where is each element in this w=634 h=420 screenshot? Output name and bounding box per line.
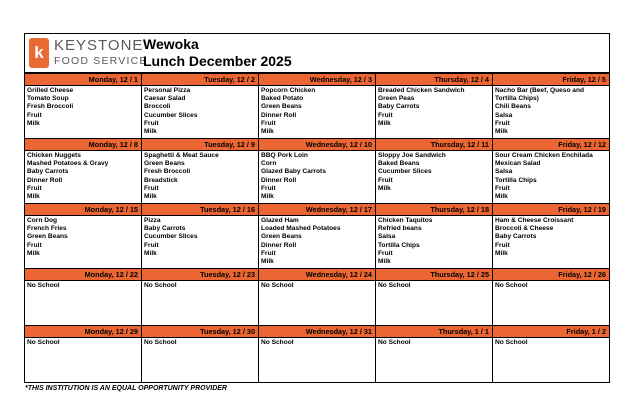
menu-item: Milk	[261, 128, 274, 136]
menu-item: Sour Cream Chicken Enchilada	[495, 152, 593, 159]
day-date-header: Thursday, 12 / 4	[376, 74, 492, 86]
day-date-header: Monday, 12 / 1	[25, 74, 141, 86]
menu-item: Baby Carrots	[378, 103, 420, 111]
menu-item: Green Beans	[261, 103, 302, 111]
menu-item: No School	[495, 339, 528, 346]
week-row	[25, 204, 610, 269]
menu-item: Milk	[378, 119, 391, 127]
menu-item: Sloppy Joe Sandwich	[378, 152, 446, 159]
menu-item: French Fries	[27, 225, 67, 233]
menu-item: Milk	[495, 193, 508, 201]
day-cell	[493, 204, 610, 269]
menu-item: Dinner Roll	[261, 111, 297, 119]
week-row	[25, 326, 610, 383]
day-menu	[493, 151, 609, 203]
day-cell	[376, 139, 493, 204]
day-menu	[259, 86, 375, 138]
footer-note: *THIS INSTITUTION IS AN EQUAL OPPORTUNITY PROVIDER	[25, 385, 227, 392]
menu-item: Fruit	[495, 184, 510, 192]
menu-item: Fruit	[495, 241, 510, 249]
day-cell	[493, 74, 610, 139]
day-menu	[142, 338, 258, 382]
menu-item: Pizza	[144, 217, 161, 224]
day-cell	[376, 326, 493, 383]
day-menu	[142, 281, 258, 325]
menu-item: Corn	[261, 160, 277, 168]
day-date-header: Monday, 12 / 29	[25, 326, 141, 338]
day-menu	[376, 86, 492, 138]
day-cell	[493, 326, 610, 383]
day-date-header: Tuesday, 12 / 16	[142, 204, 258, 216]
day-date-header: Wednesday, 12 / 24	[259, 269, 375, 281]
week-row	[25, 74, 610, 139]
menu-item: Cucumber Slices	[144, 233, 198, 241]
menu-item: No School	[144, 339, 177, 346]
day-date-header: Thursday, 12 / 25	[376, 269, 492, 281]
day-cell	[142, 139, 259, 204]
day-menu	[25, 338, 141, 382]
day-cell	[259, 74, 376, 139]
menu-item: Corn Dog	[27, 217, 58, 224]
day-menu	[493, 216, 609, 268]
menu-item: Dinner Roll	[261, 176, 297, 184]
week-row	[25, 269, 610, 326]
menu-item: Milk	[144, 128, 157, 136]
menu-item: Milk	[378, 184, 391, 192]
day-date-header: Monday, 12 / 8	[25, 139, 141, 151]
menu-item: Baked Beans	[378, 160, 420, 168]
menu-item: No School	[261, 282, 294, 289]
menu-item: Fresh Broccoli	[144, 168, 191, 176]
day-menu	[493, 281, 609, 325]
day-date-header: Wednesday, 12 / 31	[259, 326, 375, 338]
menu-item: Refried beans	[378, 225, 422, 233]
day-menu	[25, 216, 141, 268]
logo-subtitle: FOOD SERVICE	[54, 55, 148, 67]
menu-item: Fresh Broccoli	[27, 103, 74, 111]
day-menu	[259, 281, 375, 325]
menu-item: Tortilla Chips	[378, 241, 420, 249]
menu-item: Tortilla Chips)	[495, 95, 539, 103]
menu-item: Milk	[495, 249, 508, 257]
menu-item: Chili Beans	[495, 103, 531, 111]
day-menu	[493, 338, 609, 382]
menu-item: Fruit	[378, 249, 393, 257]
day-menu	[376, 338, 492, 382]
menu-item: Green Peas	[378, 95, 415, 103]
menu-item: Milk	[495, 128, 508, 136]
menu-item: Dinner Roll	[261, 241, 297, 249]
day-menu	[259, 216, 375, 268]
day-date-header: Tuesday, 12 / 2	[142, 74, 258, 86]
menu-item: Loaded Mashed Potatoes	[261, 225, 341, 233]
menu-item: Cucumber Slices	[378, 168, 432, 176]
day-menu	[25, 281, 141, 325]
menu-item: Spaghetti & Meat Sauce	[144, 152, 219, 159]
menu-item: Milk	[144, 193, 157, 201]
menu-item: Milk	[27, 193, 40, 201]
day-cell	[25, 269, 142, 326]
menu-item: Mashed Potatoes & Gravy	[27, 160, 109, 168]
menu-item: Breaded Chicken Sandwich	[378, 87, 465, 94]
menu-item: Nacho Bar (Beef, Queso and	[495, 87, 585, 94]
day-date-header: Tuesday, 12 / 9	[142, 139, 258, 151]
menu-item: No School	[27, 282, 60, 289]
day-menu	[142, 86, 258, 138]
menu-item: Fruit	[27, 184, 42, 192]
calendar-grid	[24, 72, 610, 383]
menu-item: Fruit	[261, 184, 276, 192]
day-cell	[25, 326, 142, 383]
day-menu	[25, 86, 141, 138]
week-row	[25, 139, 610, 204]
menu-item: Milk	[144, 249, 157, 257]
menu-item: Green Beans	[144, 160, 185, 168]
day-date-header: Thursday, 12 / 18	[376, 204, 492, 216]
menu-item: Cucumber Slices	[144, 111, 198, 119]
school-name: Wewoka	[143, 36, 199, 52]
menu-item: Broccoli	[144, 103, 171, 111]
day-date-header: Tuesday, 12 / 30	[142, 326, 258, 338]
menu-item: Green Beans	[27, 233, 68, 241]
day-cell	[142, 204, 259, 269]
day-cell	[25, 204, 142, 269]
day-date-header: Friday, 1 / 2	[493, 326, 609, 338]
menu-item: No School	[261, 339, 294, 346]
day-menu	[142, 151, 258, 203]
day-date-header: Monday, 12 / 22	[25, 269, 141, 281]
menu-item: Popcorn Chicken	[261, 87, 316, 94]
day-cell	[259, 204, 376, 269]
day-cell	[376, 204, 493, 269]
day-menu	[25, 151, 141, 203]
day-date-header: Wednesday, 12 / 10	[259, 139, 375, 151]
menu-item: Salsa	[378, 233, 396, 241]
day-cell	[25, 139, 142, 204]
menu-title: Lunch December 2025	[143, 53, 292, 69]
day-cell	[142, 326, 259, 383]
day-cell	[493, 269, 610, 326]
menu-item: No School	[495, 282, 528, 289]
day-cell	[25, 74, 142, 139]
menu-item: Caesar Salad	[144, 95, 186, 103]
menu-item: Fruit	[261, 119, 276, 127]
menu-item: Tomato Soup	[27, 95, 69, 103]
day-cell	[493, 139, 610, 204]
menu-item: Milk	[27, 249, 40, 257]
title-block	[143, 36, 292, 70]
menu-item: Salsa	[495, 111, 513, 119]
day-cell	[376, 269, 493, 326]
day-cell	[259, 326, 376, 383]
menu-item: Milk	[261, 193, 274, 201]
menu-item: Fruit	[378, 111, 393, 119]
day-menu	[376, 281, 492, 325]
day-date-header: Friday, 12 / 19	[493, 204, 609, 216]
menu-item: Mexican Salad	[495, 160, 541, 168]
day-cell	[142, 74, 259, 139]
day-date-header: Friday, 12 / 26	[493, 269, 609, 281]
menu-item: Broccoli & Cheese	[495, 225, 554, 233]
logo-mark-icon: k	[29, 38, 49, 68]
day-cell	[259, 269, 376, 326]
day-cell	[259, 139, 376, 204]
day-menu	[259, 338, 375, 382]
menu-item: No School	[378, 282, 411, 289]
day-date-header: Wednesday, 12 / 17	[259, 204, 375, 216]
day-date-header: Friday, 12 / 12	[493, 139, 609, 151]
keystone-logo	[29, 36, 155, 70]
day-menu	[142, 216, 258, 268]
menu-item: Baby Carrots	[495, 233, 537, 241]
day-date-header: Thursday, 1 / 1	[376, 326, 492, 338]
menu-item: Ham & Cheese Croissant	[495, 217, 574, 224]
menu-item: Milk	[378, 258, 391, 266]
day-date-header: Monday, 12 / 15	[25, 204, 141, 216]
menu-item: Milk	[261, 258, 274, 266]
menu-item: Dinner Roll	[27, 176, 63, 184]
menu-item: Fruit	[27, 111, 42, 119]
day-cell	[142, 269, 259, 326]
menu-item: Fruit	[261, 249, 276, 257]
day-menu	[376, 216, 492, 268]
menu-item: Fruit	[27, 241, 42, 249]
menu-item: No School	[378, 339, 411, 346]
day-date-header: Wednesday, 12 / 3	[259, 74, 375, 86]
menu-item: Green Beans	[261, 233, 302, 241]
menu-item: Salsa	[495, 168, 513, 176]
menu-item: Tortilla Chips	[495, 176, 537, 184]
menu-item: Fruit	[495, 119, 510, 127]
menu-item: No School	[144, 282, 177, 289]
menu-item: Glazed Ham	[261, 217, 299, 224]
menu-item: Fruit	[144, 241, 159, 249]
day-menu	[259, 151, 375, 203]
day-menu	[493, 86, 609, 138]
menu-item: BBQ Pork Loin	[261, 152, 308, 159]
day-date-header: Tuesday, 12 / 23	[142, 269, 258, 281]
day-menu	[376, 151, 492, 203]
menu-item: Personal Pizza	[144, 87, 191, 94]
menu-item: Baked Potato	[261, 95, 304, 103]
menu-item: Baby Carrots	[27, 168, 69, 176]
logo-name: KEYSTONE	[54, 37, 144, 54]
day-cell	[376, 74, 493, 139]
menu-item: Breadstick	[144, 176, 178, 184]
day-date-header: Thursday, 12 / 11	[376, 139, 492, 151]
menu-item: No School	[27, 339, 60, 346]
menu-item: Milk	[27, 119, 40, 127]
menu-item: Fruit	[378, 176, 393, 184]
menu-item: Fruit	[144, 184, 159, 192]
menu-item: Grilled Cheese	[27, 87, 74, 94]
menu-item: Glazed Baby Carrots	[261, 168, 326, 176]
menu-item: Chicken Nuggets	[27, 152, 81, 159]
menu-header	[24, 33, 610, 72]
menu-item: Fruit	[144, 119, 159, 127]
day-date-header: Friday, 12 / 5	[493, 74, 609, 86]
menu-item: Chicken Taquitos	[378, 217, 433, 224]
menu-item: Baby Carrots	[144, 225, 186, 233]
